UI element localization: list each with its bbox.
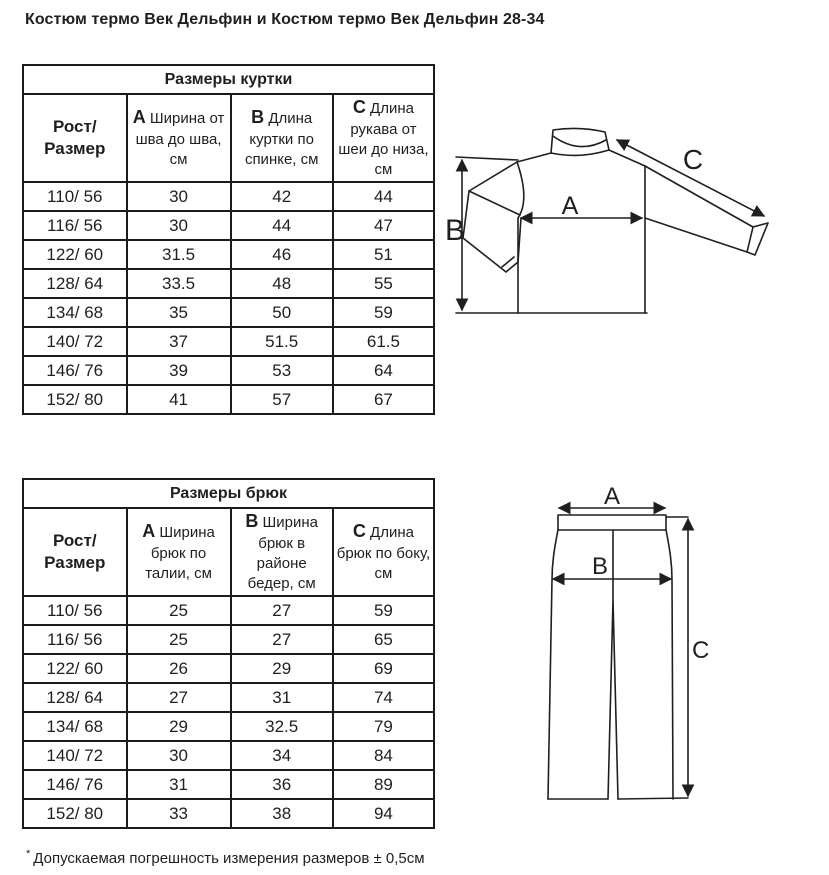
table-row	[23, 298, 434, 327]
pants-measurement-diagram	[528, 472, 718, 817]
dim-letter-b: B	[251, 107, 265, 128]
column-header-a	[127, 508, 231, 596]
value-cell: 51.5	[231, 327, 333, 356]
jacket-neckline	[551, 150, 609, 155]
table-row	[23, 240, 434, 269]
dim-label-a: Ширина от шва до шва, см	[135, 110, 225, 168]
value-cell: 57	[231, 385, 333, 414]
size-cell: 116/ 56	[23, 211, 127, 240]
table-row	[23, 356, 434, 385]
value-cell: 50	[231, 298, 333, 327]
value-cell: 84	[333, 741, 434, 770]
dim-label-c: Длина рукава от шеи до низа, см	[338, 100, 429, 178]
dim-label-c: Длина брюк по боку, см	[336, 524, 431, 582]
size-cell: 122/ 60	[23, 654, 127, 683]
jacket-left-sleeve-crease	[469, 191, 520, 215]
value-cell: 33.5	[127, 269, 231, 298]
value-cell: 32.5	[231, 712, 333, 741]
value-cell: 30	[127, 182, 231, 211]
value-cell: 42	[231, 182, 333, 211]
dim-label-b: Ширина брюк в районе бедер, см	[247, 514, 319, 592]
value-cell: 39	[127, 356, 231, 385]
value-cell: 48	[231, 269, 333, 298]
table-row	[23, 596, 434, 625]
size-cell: 134/ 68	[23, 298, 127, 327]
pants-waistband	[558, 515, 666, 530]
table-header-row	[23, 94, 434, 182]
value-cell: 44	[231, 211, 333, 240]
size-cell: 146/ 76	[23, 356, 127, 385]
tolerance-footnote	[26, 848, 425, 867]
column-header-size: Рост/Размер	[23, 94, 127, 182]
value-cell: 38	[231, 799, 333, 828]
size-cell: 128/ 64	[23, 683, 127, 712]
jacket-dim-label-c: C	[682, 144, 704, 175]
value-cell: 30	[127, 211, 231, 240]
value-cell: 51	[333, 240, 434, 269]
value-cell: 25	[127, 596, 231, 625]
value-cell: 61.5	[333, 327, 434, 356]
value-cell: 25	[127, 625, 231, 654]
dim-letter-a: A	[132, 107, 146, 128]
value-cell: 31.5	[127, 240, 231, 269]
pants-dim-label-c: C	[692, 637, 710, 664]
pants-right-side	[666, 530, 673, 799]
value-cell: 34	[231, 741, 333, 770]
value-cell: 33	[127, 799, 231, 828]
value-cell: 67	[333, 385, 434, 414]
jacket-dim-label-a: A	[561, 192, 579, 220]
size-cell: 152/ 80	[23, 799, 127, 828]
pants-dim-label-a: A	[603, 483, 621, 510]
value-cell: 27	[231, 596, 333, 625]
footnote-marker: *	[26, 848, 31, 860]
column-header-c	[333, 508, 434, 596]
table-row	[23, 799, 434, 828]
size-cell: 110/ 56	[23, 596, 127, 625]
value-cell: 27	[127, 683, 231, 712]
table-row	[23, 385, 434, 414]
jacket-dim-label-b: B	[445, 214, 466, 247]
size-cell: 140/ 72	[23, 741, 127, 770]
jacket-measurement-diagram	[436, 103, 829, 338]
dim-letter-a: A	[142, 521, 156, 542]
size-cell: 146/ 76	[23, 770, 127, 799]
value-cell: 29	[231, 654, 333, 683]
value-cell: 65	[333, 625, 434, 654]
pants-left-side	[548, 530, 558, 799]
value-cell: 31	[231, 683, 333, 712]
table-header-row	[23, 508, 434, 596]
value-cell: 44	[333, 182, 434, 211]
value-cell: 47	[333, 211, 434, 240]
table-row	[23, 654, 434, 683]
table-row	[23, 269, 434, 298]
dim-letter-c: C	[352, 521, 366, 542]
jacket-size-table	[22, 64, 435, 415]
value-cell: 46	[231, 240, 333, 269]
size-cell: 134/ 68	[23, 712, 127, 741]
value-cell: 30	[127, 741, 231, 770]
table-row	[23, 327, 434, 356]
value-cell: 69	[333, 654, 434, 683]
value-cell: 94	[333, 799, 434, 828]
pants-right-hem	[618, 798, 688, 799]
size-cell: 128/ 64	[23, 269, 127, 298]
pants-dim-label-b: B	[591, 553, 609, 580]
jacket-torso	[517, 162, 645, 313]
dim-letter-b: B	[245, 511, 259, 532]
dim-label-a: Ширина брюк по талии, см	[145, 524, 215, 582]
jacket-right-cuff	[747, 223, 768, 255]
column-header-b	[231, 508, 333, 596]
value-cell: 59	[333, 298, 434, 327]
pants-inner-seams	[608, 600, 618, 799]
value-cell: 31	[127, 770, 231, 799]
column-header-b	[231, 94, 333, 182]
page-title: Костюм термо Век Дельфин и Костюм термо Век Дельфин 28-34	[25, 11, 545, 28]
table-row	[23, 683, 434, 712]
value-cell: 74	[333, 683, 434, 712]
value-cell: 26	[127, 654, 231, 683]
jacket-shoulder-left	[517, 153, 551, 162]
size-cell: 116/ 56	[23, 625, 127, 654]
column-header-c	[333, 94, 434, 182]
table-row	[23, 625, 434, 654]
size-cell: 122/ 60	[23, 240, 127, 269]
table-row	[23, 712, 434, 741]
table-title-row	[23, 479, 434, 508]
table-row	[23, 770, 434, 799]
size-cell: 110/ 56	[23, 182, 127, 211]
pants-size-table	[22, 478, 435, 829]
jacket-left-sleeve	[463, 162, 521, 272]
jacket-left-cuff-line	[502, 257, 514, 267]
value-cell: 41	[127, 385, 231, 414]
value-cell: 37	[127, 327, 231, 356]
value-cell: 35	[127, 298, 231, 327]
value-cell: 64	[333, 356, 434, 385]
column-header-size: Рост/Размер	[23, 508, 127, 596]
dim-label-b: Длина куртки по спинке, см	[244, 110, 319, 168]
table-row	[23, 211, 434, 240]
jacket-right-sleeve	[645, 166, 753, 252]
value-cell: 55	[333, 269, 434, 298]
dimension-tick-top	[456, 157, 518, 160]
value-cell: 59	[333, 596, 434, 625]
table-title-row	[23, 65, 434, 94]
size-cell: 152/ 80	[23, 385, 127, 414]
value-cell: 36	[231, 770, 333, 799]
size-cell: 140/ 72	[23, 327, 127, 356]
table-row	[23, 741, 434, 770]
pants-table-title: Размеры брюк	[23, 479, 434, 508]
value-cell: 53	[231, 356, 333, 385]
value-cell: 89	[333, 770, 434, 799]
jacket-collar-inner-curve	[553, 136, 606, 147]
jacket-table-title: Размеры куртки	[23, 65, 434, 94]
footnote-text: Допускаемая погрешность измерения размеров ± 0,5см	[33, 850, 425, 867]
value-cell: 79	[333, 712, 434, 741]
table-row	[23, 182, 434, 211]
dim-letter-c: C	[352, 97, 366, 118]
value-cell: 29	[127, 712, 231, 741]
value-cell: 27	[231, 625, 333, 654]
column-header-a	[127, 94, 231, 182]
